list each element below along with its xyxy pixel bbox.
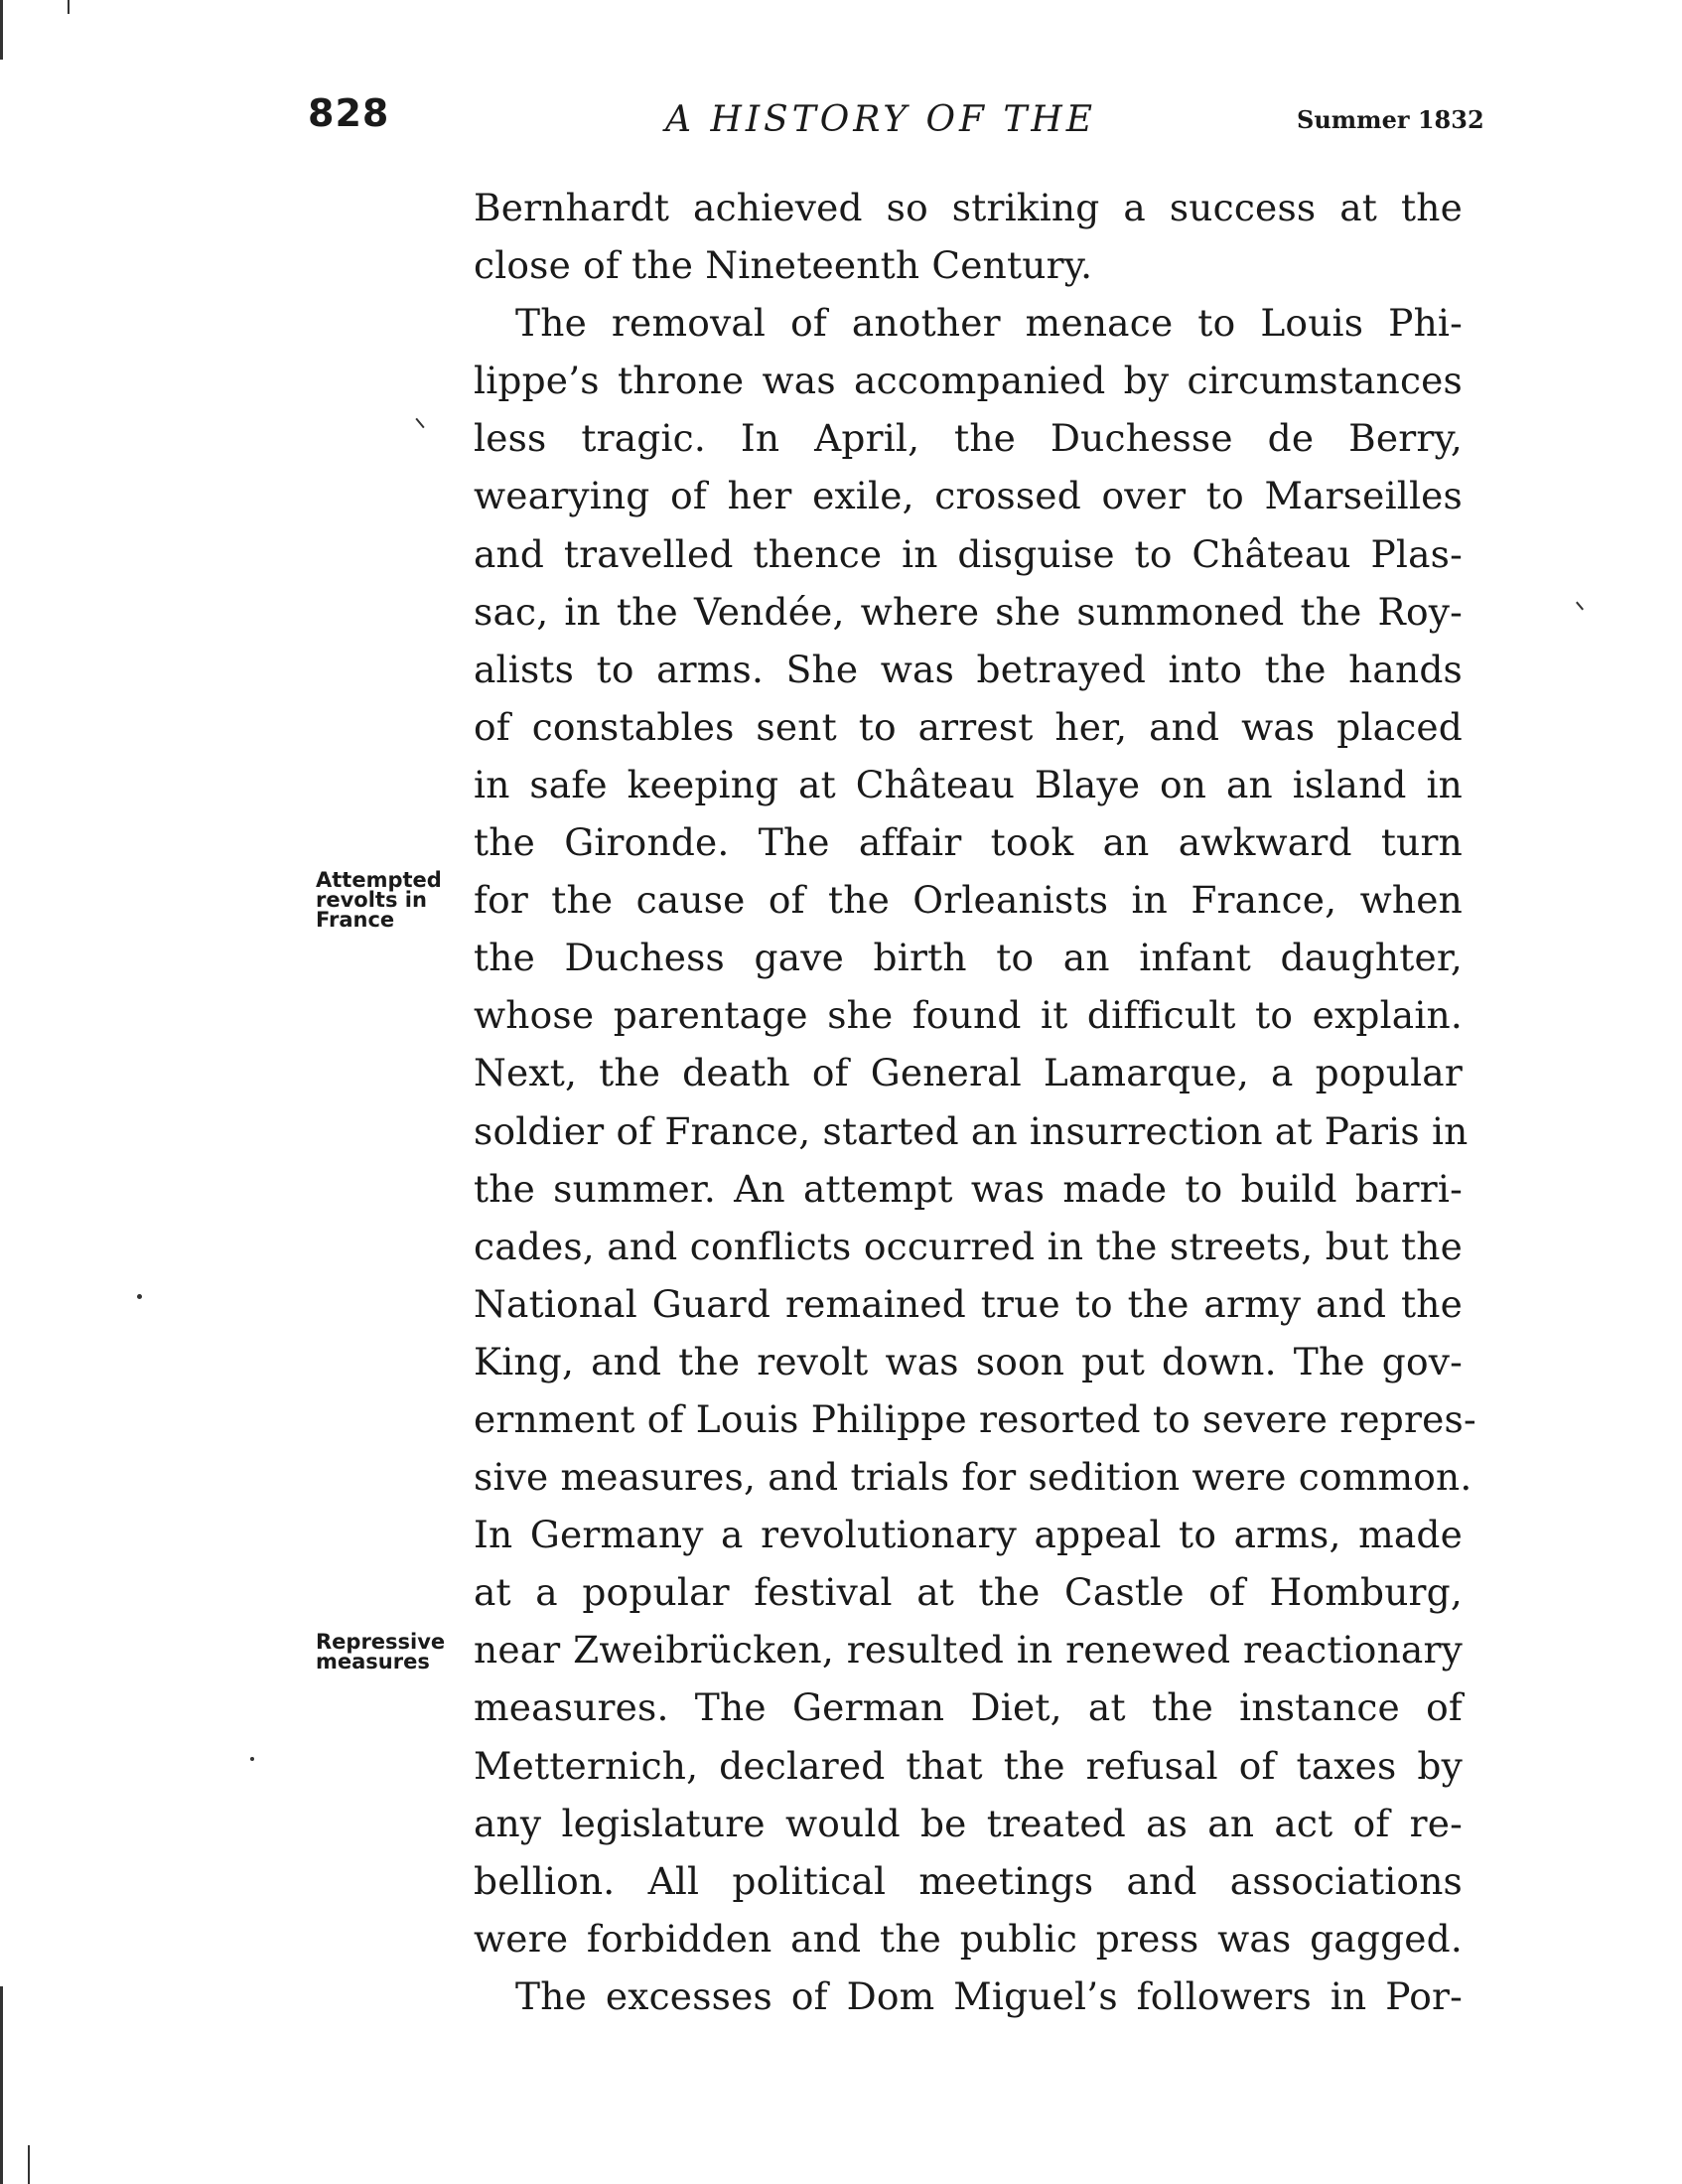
scan-edge-mark <box>68 0 70 14</box>
sidenote-line: France <box>316 908 395 932</box>
scan-speck <box>415 418 424 428</box>
text-line: measures. The German Diet, at the instance of <box>474 1685 1463 1730</box>
text-line: National Guard remained true to the army and the <box>474 1281 1463 1326</box>
text-line: were forbidden and the public press was gagged. <box>474 1916 1463 1961</box>
text-line: sac, in the Vendée, where she summoned the Roy- <box>474 589 1463 634</box>
text-line: Bernhardt achieved so striking a success at the <box>474 186 1463 229</box>
text-line: the summer. An attempt was made to build barri- <box>474 1166 1463 1211</box>
scan-edge-mark <box>28 2145 30 2184</box>
text-line: alists to arms. She was betrayed into the hands <box>474 647 1463 691</box>
text-line: cades, and conflicts occurred in the streets, but the <box>474 1224 1463 1268</box>
sidenote-line: Repressive <box>316 1630 446 1654</box>
text-line: The removal of another menace to Louis Phi- <box>515 301 1463 346</box>
text-line: near Zweibrücken, resulted in renewed reactionary <box>474 1628 1463 1673</box>
scan-speck <box>1576 602 1584 611</box>
text-line: of constables sent to arrest her, and was placed <box>474 704 1463 749</box>
text-line: lippe’s throne was accompanied by circumstances <box>474 359 1463 403</box>
text-line: less tragic. In April, the Duchesse de Berry, <box>474 416 1463 461</box>
text-line: at a popular festival at the Castle of Homburg, <box>474 1570 1463 1615</box>
text-line: any legislature would be treated as an act of re- <box>474 1801 1463 1845</box>
page-number: 828 <box>308 91 390 135</box>
sidenote-line: measures <box>316 1650 430 1674</box>
text-line: the Gironde. The affair took an awkward turn <box>474 820 1463 865</box>
scan-speck <box>137 1294 142 1299</box>
text-line: the Duchess gave birth to an infant daughter, <box>474 936 1463 980</box>
running-date: Summer 1832 <box>1297 105 1484 134</box>
text-line: close of the Nineteenth Century. <box>474 243 1093 288</box>
sidenote-attempted-revolts <box>316 870 442 930</box>
scan-edge-mark <box>0 0 3 60</box>
sidenote-repressive-measures <box>316 1632 445 1672</box>
body-text <box>474 179 1476 2025</box>
text-line: soldier of France, started an insurrection at Paris in <box>474 1108 1469 1153</box>
text-line: in safe keeping at Château Blaye on an island in <box>474 762 1463 806</box>
text-line: bellion. All political meetings and associations <box>474 1858 1463 1903</box>
text-line: The excesses of Dom Miguel’s followers in Por- <box>515 1973 1463 2018</box>
text-line: ernment of Louis Philippe resorted to severe repres- <box>474 1396 1476 1441</box>
text-line: whose parentage she found it difficult to explain. <box>474 993 1463 1038</box>
scan-edge-mark <box>0 1986 3 2184</box>
text-line: wearying of her exile, crossed over to Marseilles <box>474 474 1463 518</box>
running-title: A HISTORY OF THE <box>665 99 1097 140</box>
text-line: sive measures, and trials for sedition were common. <box>474 1455 1472 1500</box>
sidenote-line: revolts in <box>316 888 427 912</box>
text-line: King, and the revolt was soon put down. The gov- <box>474 1339 1463 1383</box>
text-line: In Germany a revolutionary appeal to arms, made <box>474 1513 1463 1557</box>
text-line: Next, the death of General Lamarque, a popular <box>474 1051 1463 1095</box>
text-line: for the cause of the Orleanists in France, when <box>474 878 1463 923</box>
text-line: and travelled thence in disguise to Château Plas- <box>474 531 1463 576</box>
scan-speck <box>250 1757 254 1761</box>
text-line: Metternich, declared that the refusal of taxes by <box>474 1743 1463 1788</box>
sidenote-line: Attempted <box>316 868 442 892</box>
running-head <box>0 91 1682 151</box>
